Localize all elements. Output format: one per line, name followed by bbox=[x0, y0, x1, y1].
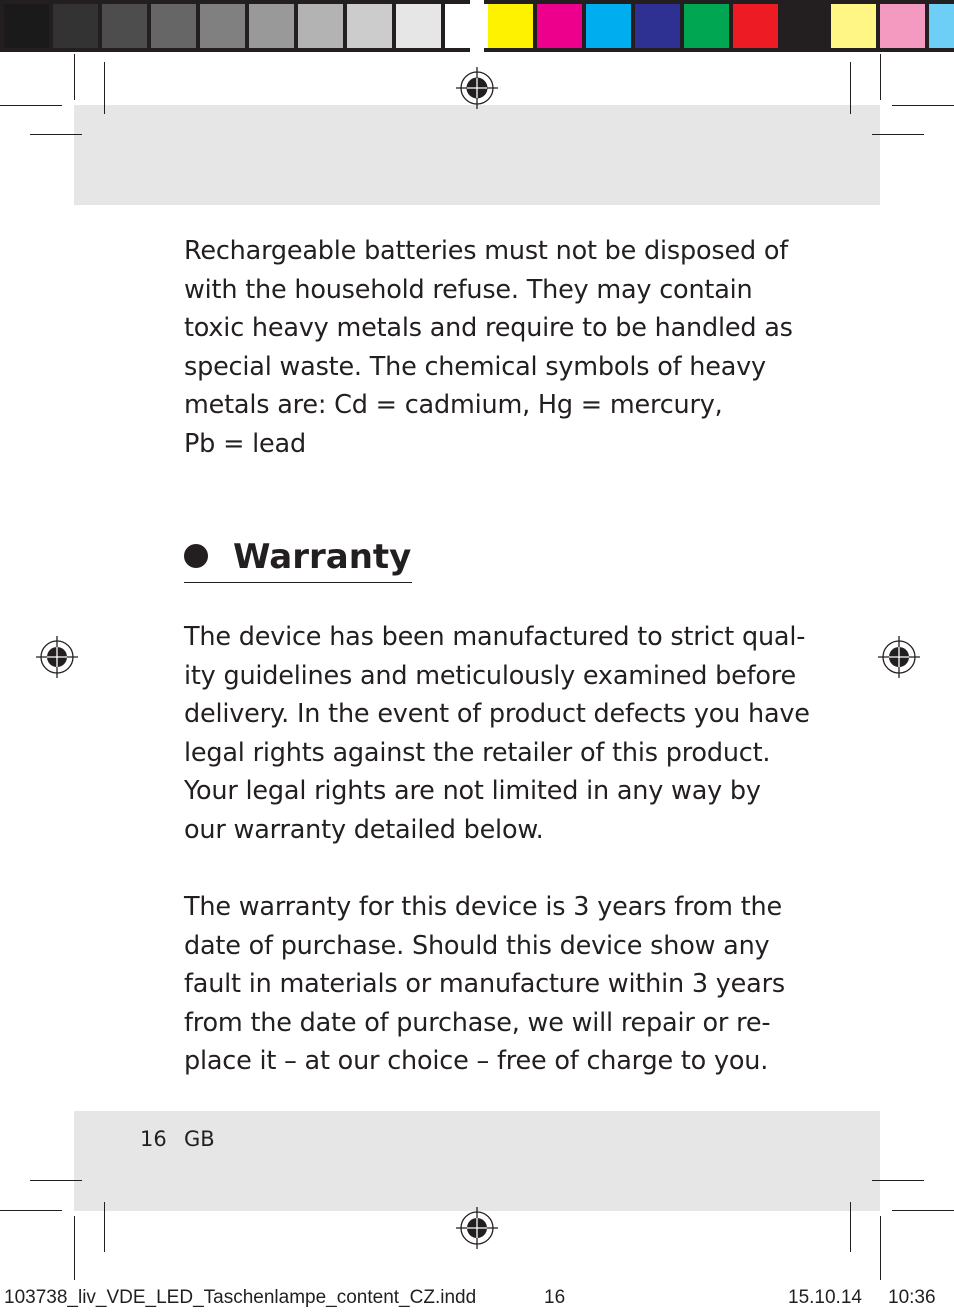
text-line: delivery. In the event of product defects you have bbox=[184, 699, 810, 730]
text-line: special waste. The chemical symbols of heavy bbox=[184, 351, 766, 382]
crop-mark-bottom-right-v1 bbox=[880, 1216, 881, 1280]
registration-mark-right-icon bbox=[878, 636, 920, 678]
crop-mark-bottom-right-v2 bbox=[850, 1202, 851, 1252]
gray-swatch bbox=[396, 4, 441, 48]
crop-mark-top-left-v2 bbox=[104, 62, 105, 114]
slug-page-number: 16 bbox=[544, 1287, 566, 1308]
gray-swatch bbox=[4, 4, 49, 48]
crop-mark-top-right-h1 bbox=[892, 105, 954, 106]
color-swatch bbox=[929, 4, 954, 48]
gray-swatch bbox=[200, 4, 245, 48]
crop-mark-bottom-left-v2 bbox=[104, 1202, 105, 1252]
text-line: our warranty detailed below. bbox=[184, 814, 544, 845]
print-slug bbox=[4, 1286, 950, 1310]
text-line: The warranty for this device is 3 years from the bbox=[184, 892, 782, 922]
color-swatch bbox=[733, 4, 778, 48]
text-line: ity guidelines and meticulously examined before bbox=[184, 660, 796, 691]
text-line: with the household refuse. They may contain bbox=[184, 274, 753, 305]
top-gray-band bbox=[74, 105, 880, 205]
color-swatch bbox=[831, 4, 876, 48]
color-calibration-bar bbox=[0, 0, 954, 52]
section-heading bbox=[184, 534, 412, 583]
color-swatch bbox=[782, 4, 827, 48]
battery-disposal-paragraph bbox=[184, 232, 793, 464]
text-line: from the date of purchase, we will repair or re- bbox=[184, 1007, 771, 1038]
gray-swatch bbox=[249, 4, 294, 48]
crop-mark-top-right-v1 bbox=[880, 54, 881, 100]
crop-mark-bottom-left-h1 bbox=[30, 1180, 82, 1181]
section-heading-text: Warranty bbox=[233, 537, 412, 577]
gray-swatch bbox=[445, 4, 490, 48]
crop-mark-bottom-right-h1 bbox=[872, 1180, 924, 1181]
slug-filename: 103738_liv_VDE_LED_Taschenlampe_content_CZ.indd bbox=[4, 1287, 477, 1308]
bullet-icon bbox=[184, 544, 208, 568]
gray-swatch bbox=[347, 4, 392, 48]
text-line: toxic heavy metals and require to be handled as bbox=[184, 313, 793, 344]
color-swatch bbox=[880, 4, 925, 48]
crop-mark-bottom-right-h2 bbox=[892, 1210, 954, 1211]
color-swatch bbox=[635, 4, 680, 48]
text-line: Your legal rights are not limited in any way by bbox=[184, 776, 761, 807]
crop-mark-bottom-left-h2 bbox=[0, 1210, 62, 1211]
text-line: metals are: Cd = cadmium, Hg = mercury, bbox=[184, 390, 723, 421]
text-line: The device has been manufactured to strict qual- bbox=[184, 622, 806, 652]
color-swatch bbox=[488, 4, 533, 48]
crop-mark-top-left-h2 bbox=[30, 134, 82, 135]
page-language-code: GB bbox=[184, 1127, 215, 1151]
color-swatch bbox=[586, 4, 631, 48]
gray-swatch bbox=[298, 4, 343, 48]
gray-swatch bbox=[102, 4, 147, 48]
color-swatch bbox=[537, 4, 582, 48]
crop-mark-top-left-h1 bbox=[0, 105, 62, 106]
gray-swatch bbox=[53, 4, 98, 48]
warranty-terms-paragraph bbox=[184, 888, 784, 1081]
slug-time: 10:36 bbox=[888, 1287, 936, 1308]
text-line: legal rights against the retailer of this product. bbox=[184, 737, 771, 768]
warranty-intro-paragraph bbox=[184, 618, 810, 850]
crop-mark-bottom-left-v1 bbox=[74, 1216, 75, 1280]
registration-mark-top-icon bbox=[456, 67, 498, 109]
text-line: date of purchase. Should this device show any bbox=[184, 930, 770, 961]
color-swatch bbox=[684, 4, 729, 48]
text-line: fault in materials or manufacture within 3 years bbox=[184, 969, 785, 1000]
slug-date: 15.10.14 bbox=[788, 1287, 862, 1308]
crop-mark-top-right-v2 bbox=[850, 62, 851, 114]
crop-mark-top-left-v1 bbox=[74, 54, 75, 100]
gray-swatch bbox=[151, 4, 196, 48]
registration-mark-bottom-icon bbox=[456, 1207, 498, 1249]
text-line: place it – at our choice – free of charge to you. bbox=[184, 1046, 769, 1077]
text-line: Pb = lead bbox=[184, 428, 306, 459]
text-line: Rechargeable batteries must not be disposed of bbox=[184, 236, 789, 266]
crop-mark-top-right-h2 bbox=[872, 134, 924, 135]
page-number: 16 bbox=[140, 1127, 167, 1151]
registration-mark-left-icon bbox=[36, 636, 78, 678]
